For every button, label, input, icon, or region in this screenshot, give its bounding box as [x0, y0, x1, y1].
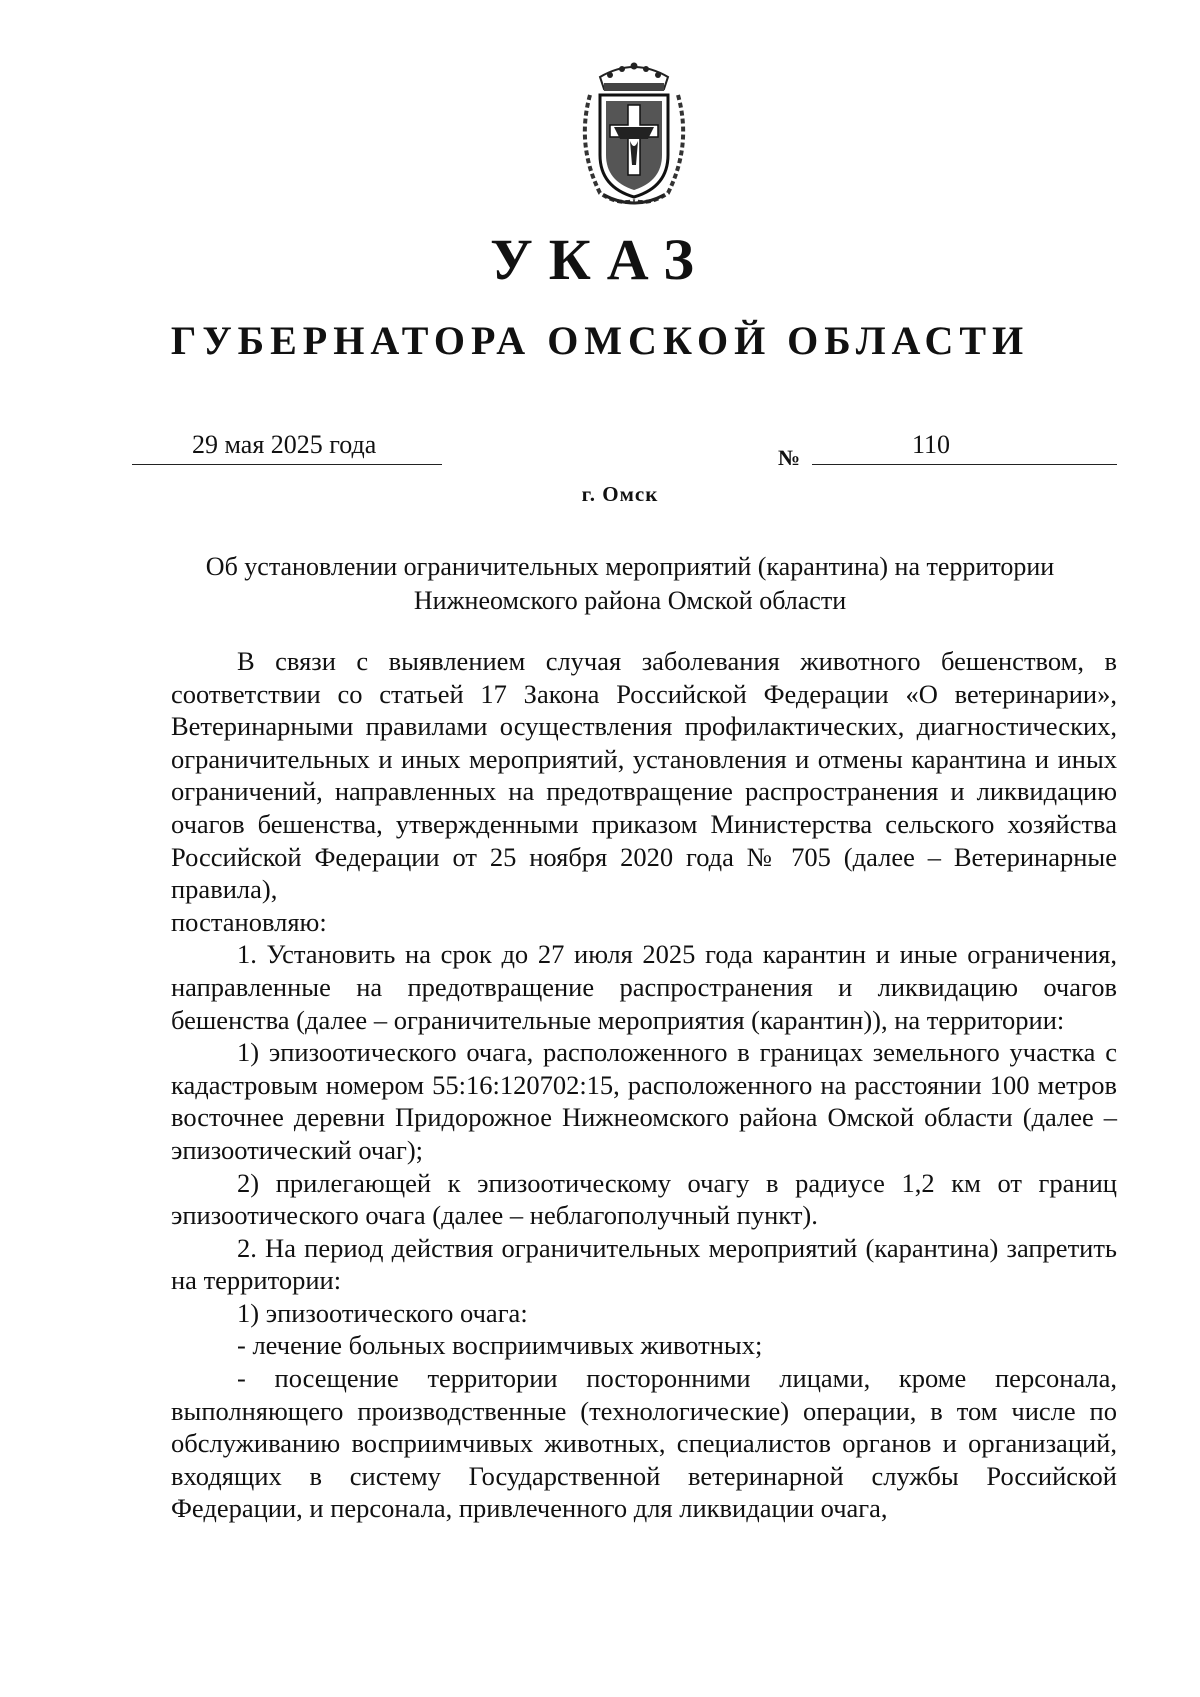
decree-subject [140, 550, 1120, 618]
decree-body [171, 645, 1117, 1525]
number-label: № [778, 445, 801, 470]
body-paragraph-item-1-2: 2) прилегающей к эпизоотическому очагу в радиусе 1,2 км от границ эпизоотического очага (далее – неблагополучный пункт). [171, 1167, 1117, 1231]
city-label: г. Омск [581, 482, 659, 506]
body-paragraph-item-1-1: 1) эпизоотического очага, расположенного в границах земельного участка с кадастровым номером 55:16:120702:15, расположенного на расстоянии 100 метров восточнее деревни Придорожное Нижнеомского района Омской области (далее – эпизоотический очаг); [171, 1037, 1117, 1165]
body-paragraph-preamble: В связи с выявлением случая заболевания животного бешенством, в соответствии со статьей 17 Закона Российской Федерации «О ветеринарии», Ветеринарными правилами осуществления профилактических, диагностических, ограничительных и иных мероприятий, установления и отмены карантина и иных ограничений, направленных на предотвращение распространения и ликвидацию очагов бешенства, утвержденными приказом Министерства сельского хозяйства Российской Федерации от 25 ноября 2020 года № 705 (далее – Ветеринарные правила), [171, 646, 1117, 905]
subject-line: Нижнеомского района Омской области [413, 586, 847, 615]
decree-date: 29 мая 2025 года [192, 430, 377, 459]
decree-number: 110 [912, 430, 951, 459]
number-line [812, 430, 1117, 465]
body-paragraph-item-2-1: 1) эпизоотического очага: [237, 1297, 528, 1328]
body-paragraph-resolve: постановляю: [171, 906, 327, 937]
date-line [132, 430, 442, 465]
subject-line: Об установлении ограничительных мероприятий (карантина) на территории [205, 552, 1055, 581]
body-paragraph-item-1: 1. Установить на срок до 27 июля 2025 года карантин и иные ограничения, направленные на предотвращение распространения и ликвидацию очагов бешенства (далее – ограничительные мероприятия (карантин)), на территории: [171, 939, 1117, 1035]
body-paragraph-item-2: 2. На период действия ограничительных мероприятий (карантина) запретить на территории: [171, 1232, 1117, 1296]
body-paragraph-bullet: - лечение больных восприимчивых животных; [237, 1330, 763, 1361]
document-title: УКАЗ [490, 227, 710, 292]
document-subtitle: ГУБЕРНАТОРА ОМСКОЙ ОБЛАСТИ [170, 318, 1030, 363]
coat-of-arms-emblem [570, 55, 698, 207]
body-paragraph-bullet: - посещение территории посторонними лицами, кроме персонала, выполняющего производственные (технологические) операции, в том числе по обслуживанию восприимчивых животных, специалистов органов и организаций, входящих в систему Государственной ветеринарной службы Российской Федерации, и персонала, привлеченного для ликвидации очага, [171, 1363, 1117, 1524]
